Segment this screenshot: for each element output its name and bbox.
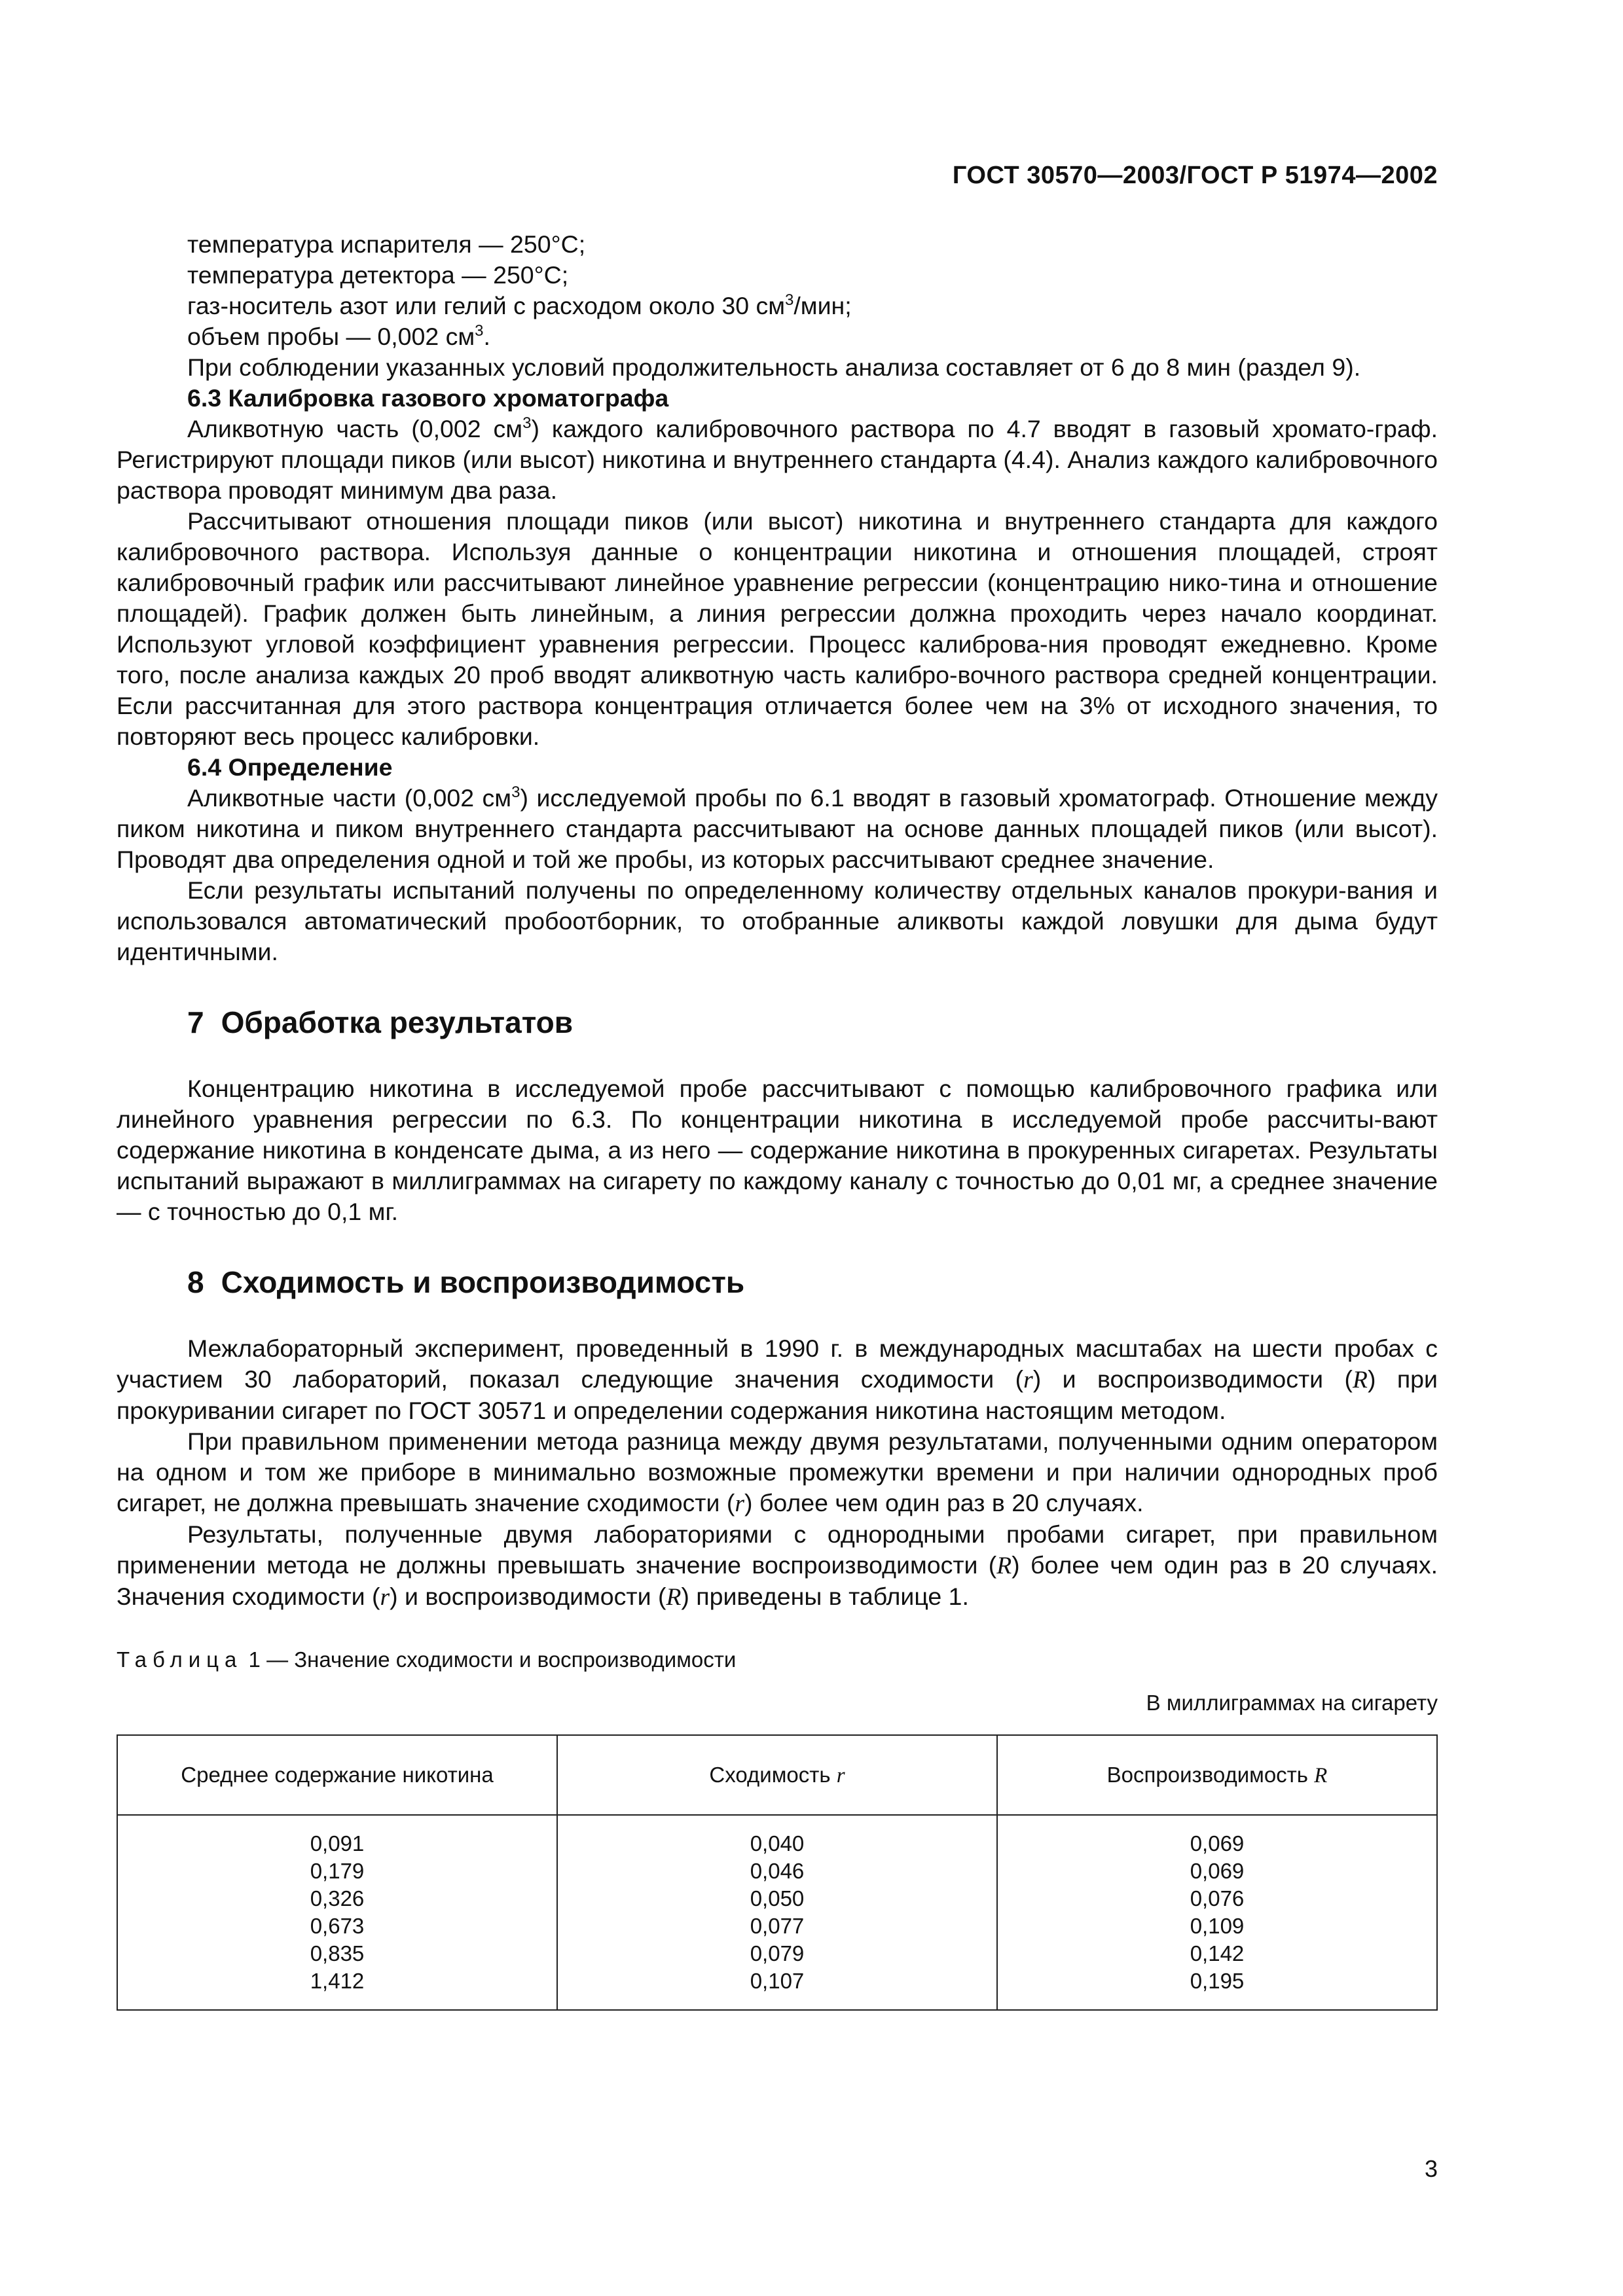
table-cell: 0,091 bbox=[310, 1831, 365, 1856]
table-cell: 0,326 bbox=[310, 1886, 365, 1910]
header-nicotine-content: Среднее содержание никотина bbox=[117, 1735, 557, 1815]
table-cell: 0,195 bbox=[1190, 1969, 1245, 1993]
column-nicotine-content bbox=[117, 1815, 557, 2010]
condition-evaporator: температура испарителя — 250°С; bbox=[187, 230, 586, 258]
table-cell: 0,040 bbox=[750, 1831, 805, 1856]
header-repeatability: Сходимость r bbox=[557, 1735, 997, 1815]
paragraph-6-3-2: Рассчитывают отношения площади пиков (или высот) никотина и внутреннего стандарта для каждого калибровочного раствора. Используя данные о концентрации никотина и отношения площадей, строят калибровочный график или рассчитывают линейное уравнение регрессии (концентрацию нико-тина и отношение площадей). График должен быть линейным, а линия регрессии должна проходить через начало координат. Используют угловой коэффициент уравнения регрессии. Процесс калиброва-ния проводят ежедневно. Кроме того, после анализа каждых 20 проб вводят аликвотную часть калибро-вочного раствора средней концентрации. Если рассчитанная для этого раствора концентрация отличается более чем на 3% от исходного значения, то повторяют весь процесс калибровки. bbox=[117, 507, 1438, 750]
paragraph-8-2: При правильном применении метода разница между двумя результатами, полученными одним оператором на одном и том же приборе в минимально возможные промежутки времени и при наличии однородных проб сигарет, не должна превышать значение сходимости (r) более чем один раз в 20 случаях. bbox=[117, 1427, 1438, 1517]
paragraph-6-4-1: Аликвотные части (0,002 $см^3$) исследуемой пробы по 6.1 вводят в газовый хроматограф. Отношение между пиком никотина и пиком внутреннего стандарта рассчитывают на основе данных площадей пиков (или высот). Проводят два определения одной и той же пробы, из которых рассчитывают среднее значение. bbox=[117, 783, 1438, 873]
table-cell: 0,069 bbox=[1190, 1831, 1245, 1856]
table-cell: 1,412 bbox=[310, 1969, 365, 1993]
condition-detector: температура детектора — 250°С; bbox=[187, 261, 569, 289]
table-cell: 0,050 bbox=[750, 1886, 805, 1910]
table-header-row bbox=[117, 1735, 1437, 1815]
page-number: 3 bbox=[1424, 2155, 1438, 2182]
table-cell: 0,046 bbox=[750, 1859, 805, 1883]
paragraph-7-1: Концентрацию никотина в исследуемой пробе рассчитывают с помощью калибровочного графика или линейного уравнения регрессии по 6.3. По концентрации никотина в исследуемой пробе рассчиты-вают содержание никотина в конденсате дыма, а из него — содержание никотина в прокуренных сигаретах. Результаты испытаний выражают в миллиграммах на сигарету по каждому каналу с точностью до 0,01 мг, а среднее значение — с точностью до 0,1 мг. bbox=[117, 1075, 1438, 1225]
column-reproducibility bbox=[997, 1815, 1437, 2010]
column-repeatability bbox=[557, 1815, 997, 2010]
table-cell: 0,142 bbox=[1190, 1941, 1245, 1965]
subsection-heading-6-4: 6.4 Определение bbox=[187, 753, 393, 781]
table-cell: 0,109 bbox=[1190, 1914, 1245, 1938]
results-table bbox=[117, 1734, 1438, 2011]
section-heading-8: 8 Сходимость и воспроизводимость bbox=[187, 1265, 745, 1299]
paragraph-6-4-2: Если результаты испытаний получены по определенному количеству отдельных каналов прокури-вания и использовался автоматический пробоотборник, то отобранные аликвоты каждой ловушки для дыма будут идентичными. bbox=[117, 876, 1438, 965]
condition-carrier-gas: газ-носитель азот или гелий с расходом около 30 $см^3$/мин; bbox=[187, 291, 852, 319]
table-cell: 0,079 bbox=[750, 1941, 805, 1965]
table-cell: 0,069 bbox=[1190, 1859, 1245, 1883]
table-row bbox=[117, 1815, 1437, 2010]
table-caption: Таблица 1 — Значение сходимости и воспроизводимости bbox=[117, 1647, 737, 1672]
page-content bbox=[117, 229, 1438, 2011]
condition-sample-volume: объем пробы — 0,002 $см^3$. bbox=[187, 322, 490, 350]
subsection-heading-6-3: 6.3 Калибровка газового хроматографа bbox=[187, 384, 669, 412]
paragraph-8-3: Результаты, полученные двумя лабораториями с однородными пробами сигарет, при правильном применении метода не должны превышать значение воспроизводимости (R) более чем один раз в 20 случаях. Значения сходимости (r) и воспроизводимости (R) приведены в таблице 1. bbox=[117, 1520, 1438, 1611]
section-heading-7: 7 Обработка результатов bbox=[187, 1005, 573, 1039]
paragraph-6-3-1: Аликвотную часть (0,002 $см^3$) каждого калибровочного раствора по 4.7 вводят в газовый хромато-граф. Регистрируют площади пиков (или высот) никотина и внутреннего стандарта (4.4). Анализ каждого калибровочного раствора проводят минимум два раза. bbox=[117, 414, 1438, 504]
condition-duration: При соблюдении указанных условий продолжительность анализа составляет от 6 до 8 мин (раздел 9). bbox=[187, 353, 1361, 381]
table-cell: 0,179 bbox=[310, 1859, 365, 1883]
table-unit-note: В миллиграммах на сигарету bbox=[1146, 1691, 1438, 1715]
document-header: ГОСТ 30570—2003/ГОСТ Р 51974—2002 bbox=[952, 162, 1438, 189]
header-reproducibility: Воспроизводимость R bbox=[997, 1735, 1437, 1815]
table-cell: 0,076 bbox=[1190, 1886, 1245, 1910]
paragraph-8-1: Межлабораторный эксперимент, проведенный в 1990 г. в международных масштабах на шести пробах с участием 30 лабораторий, показал следующие значения сходимости (r) и воспроизводимости (R) при прокуривании сигарет по ГОСТ 30571 и определении содержания никотина настоящим методом. bbox=[117, 1335, 1438, 1424]
table-cell: 0,673 bbox=[310, 1914, 365, 1938]
table-cell: 0,107 bbox=[750, 1969, 805, 1993]
table-cell: 0,835 bbox=[310, 1941, 365, 1965]
table-cell: 0,077 bbox=[750, 1914, 805, 1938]
